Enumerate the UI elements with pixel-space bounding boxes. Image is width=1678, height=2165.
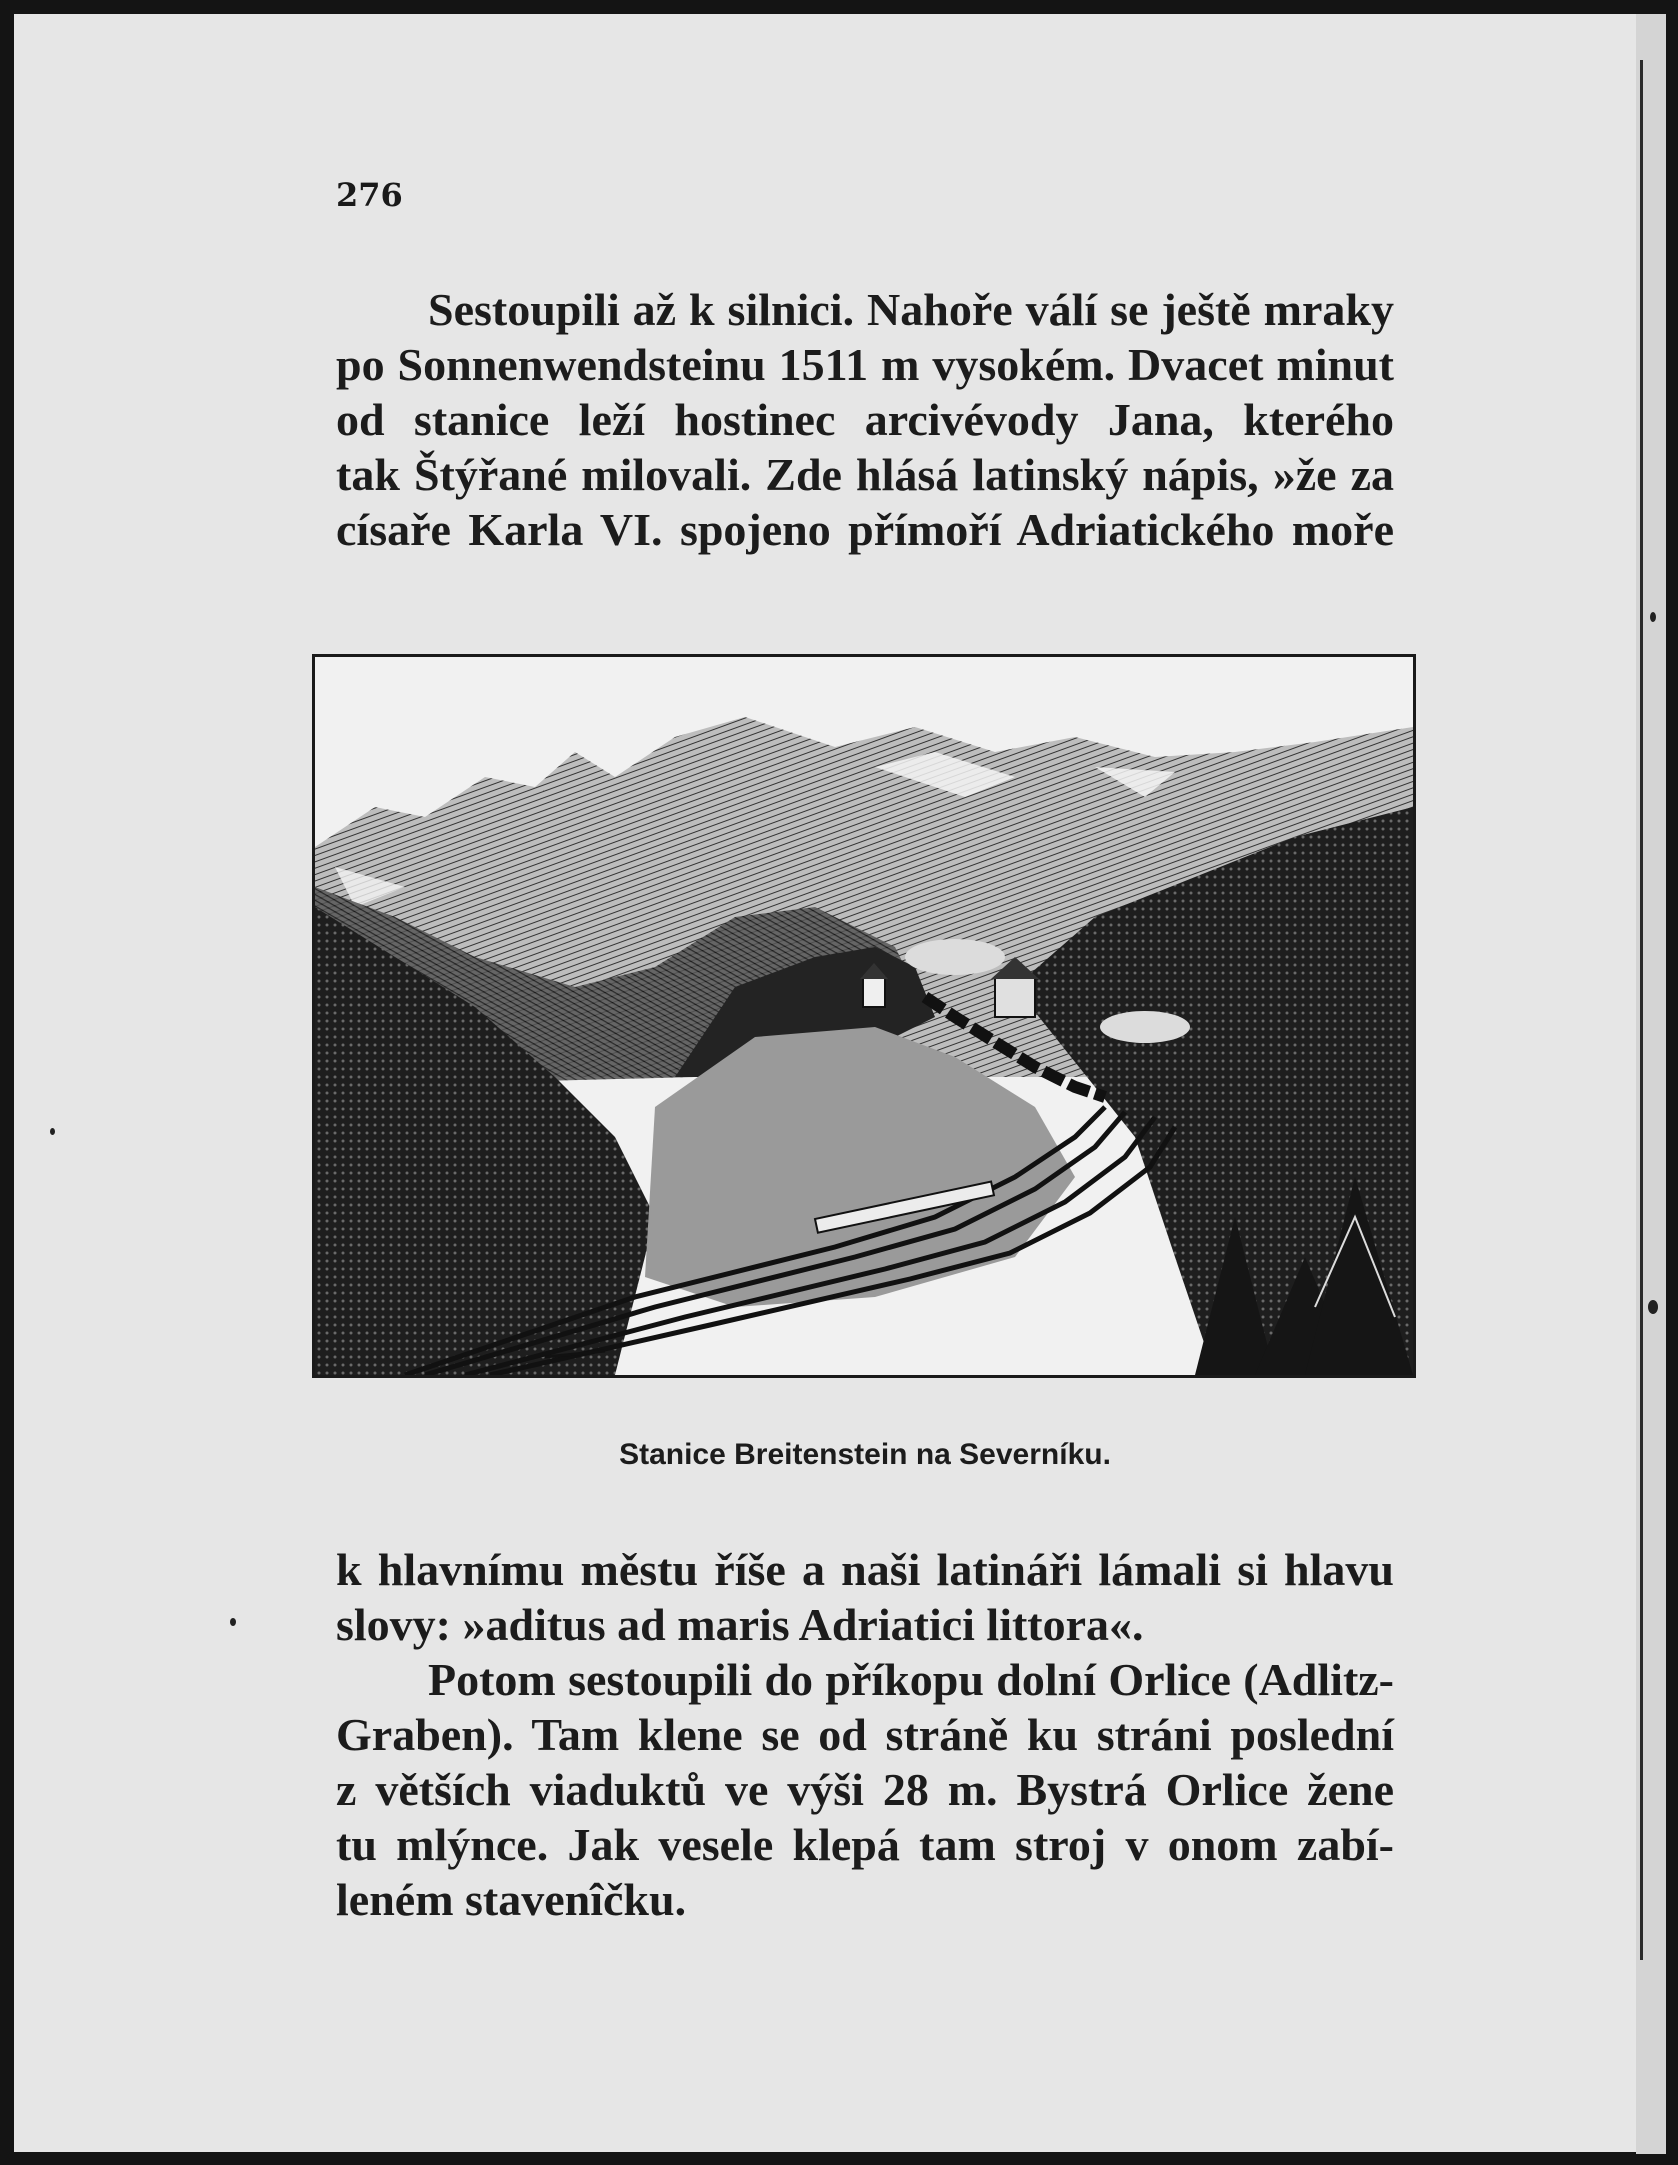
text-line: slovy: »aditus ad maris Adriatici littora«. bbox=[336, 1599, 1144, 1650]
illustration-engraving bbox=[312, 654, 1416, 1378]
figure-caption: Stanice Breitenstein na Severníku. bbox=[619, 1438, 1111, 1471]
text-line: leném stavenîčku. bbox=[336, 1874, 687, 1925]
dust-speck bbox=[1650, 612, 1656, 622]
dust-speck bbox=[230, 1618, 236, 1626]
binding-line bbox=[1640, 60, 1643, 1960]
text-block-top bbox=[336, 282, 1394, 557]
dust-speck bbox=[1648, 1300, 1658, 1314]
dust-speck bbox=[50, 1128, 55, 1135]
mountain-railway-illustration bbox=[315, 657, 1413, 1375]
text-line: z větších viaduktů ve výši 28 m. Bystrá Orlice žene bbox=[336, 1764, 1394, 1815]
page-number: 276 bbox=[336, 176, 403, 214]
text-line: tak Štýřané milovali. Zde hlásá latinský nápis, »že za bbox=[336, 449, 1394, 500]
text-line: po Sonnenwendsteinu 1511 m vysokém. Dvacet minut bbox=[336, 339, 1394, 390]
text-line: tu mlýnce. Jak vesele klepá tam stroj v onom zabí- bbox=[336, 1819, 1394, 1870]
text-line: Potom sestoupili do příkopu dolní Orlice (Adlitz- bbox=[428, 1654, 1394, 1705]
text-line: od stanice leží hostinec arcivévody Jana, kterého bbox=[336, 394, 1394, 445]
text-line: Sestoupili až k silnici. Nahoře válí se ještě mraky bbox=[428, 284, 1394, 335]
text-line: císaře Karla VI. spojeno přímoří Adriatického moře bbox=[336, 504, 1394, 555]
text-line: k hlavnímu městu říše a naši latináři lámali si hlavu bbox=[336, 1544, 1394, 1595]
text-block-bottom bbox=[336, 1542, 1394, 1927]
text-line: Graben). Tam klene se od stráně ku stráni poslední bbox=[336, 1709, 1394, 1760]
